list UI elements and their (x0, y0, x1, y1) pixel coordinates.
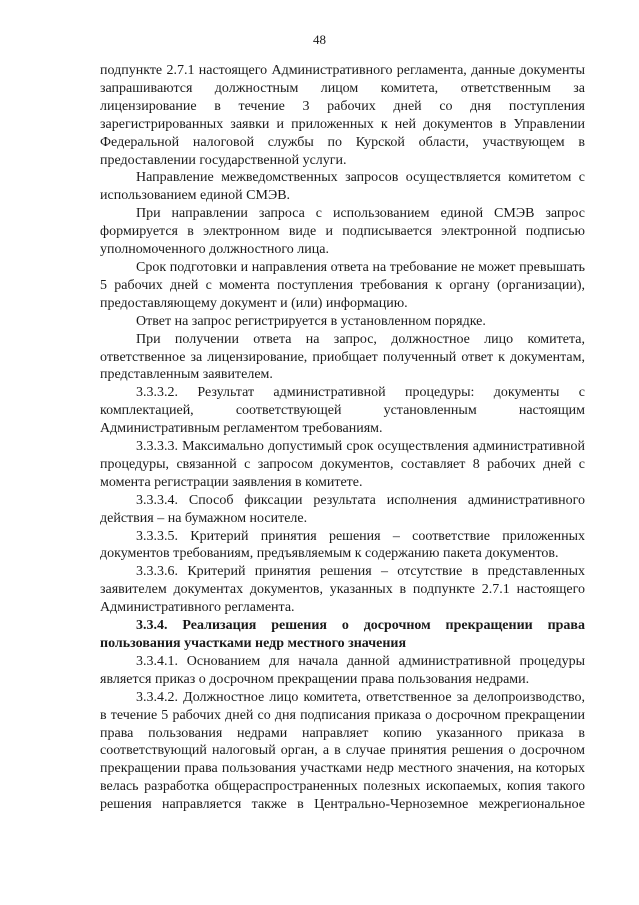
paragraph-response-deadline: Срок подготовки и направления ответа на требование не может превышать 5 рабочих дней с момента поступления требования к органу (организации), предоставляющему документ и (или) информацию. (100, 259, 585, 311)
paragraph-response-registration: Ответ на запрос регистрируется в установленном порядке. (136, 313, 486, 329)
page-number: 48 (313, 32, 326, 47)
paragraph-3-3-3-6: 3.3.3.6. Критерий принятия решения – отсутствие в представленных заявителем документах документов, указанных в подпункте 2.7.1 настоящего Административного регламента. (100, 564, 585, 616)
paragraph-smev-requests: Направление межведомственных запросов осуществляется комитетом с использованием единой СМЭВ. (100, 170, 585, 204)
paragraph-3-3-4-1: 3.3.4.1. Основанием для начала данной административной процедуры является приказ о досрочном прекращении права пользования недрами. (100, 653, 585, 687)
document-body (100, 62, 585, 814)
paragraph-continuation: подпункте 2.7.1 настоящего Административного регламента, данные документы запрашиваются должностным лицом комитета, ответственным за лицензирование в течение 3 рабочих дней со дня поступления зарегистрированных заявки и приложенных к ней документов в Управлении Федеральной налоговой службы по Курской области, участвующем в предоставлении государственной услуги. (100, 63, 585, 168)
paragraph-response-attachment: При получении ответа на запрос, должностное лицо комитета, ответственное за лицензирование, приобщает полученный ответ к документам, представленным заявителем. (100, 331, 585, 383)
paragraph-electronic-request: При направлении запроса с использованием единой СМЭВ запрос формируется в электронном виде и подписывается электронной подписью уполномоченного должностного лица. (100, 206, 585, 258)
paragraph-3-3-3-5: 3.3.3.5. Критерий принятия решения – соответствие приложенных документов требованиям, предъявляемым к содержанию пакета документов. (100, 528, 585, 562)
paragraph-3-3-3-4: 3.3.3.4. Способ фиксации результата исполнения административного действия – на бумажном носителе. (100, 492, 585, 526)
section-heading-3-3-4: 3.3.4. Реализация решения о досрочном прекращении права пользования участками недр местного значения (100, 618, 585, 651)
paragraph-3-3-3-3: 3.3.3.3. Максимально допустимый срок осуществления административной процедуры, связанной с запросом документов, составляет 8 рабочих дней с момента регистрации заявления в комитете. (100, 439, 585, 490)
paragraph-3-3-4-2: 3.3.4.2. Должностное лицо комитета, ответственное за делопроизводство, в течение 5 рабочих дней со дня подписания приказа о досрочном прекращении права пользования недрами направляет копию указанного приказа в соответствующий налоговый орган, а в случае принятия решения о досрочном прекращении права пользования участками недр местного значения, на которых велась разработка общераспространенных полезных ископаемых, копия такого решения направляется также в Центрально-Черноземное межрегиональное (100, 689, 585, 813)
paragraph-3-3-3-2: 3.3.3.2. Результат административной процедуры: документы с комплектацией, соответствующей установленным настоящим Административным регламентом требованиям. (100, 385, 585, 437)
